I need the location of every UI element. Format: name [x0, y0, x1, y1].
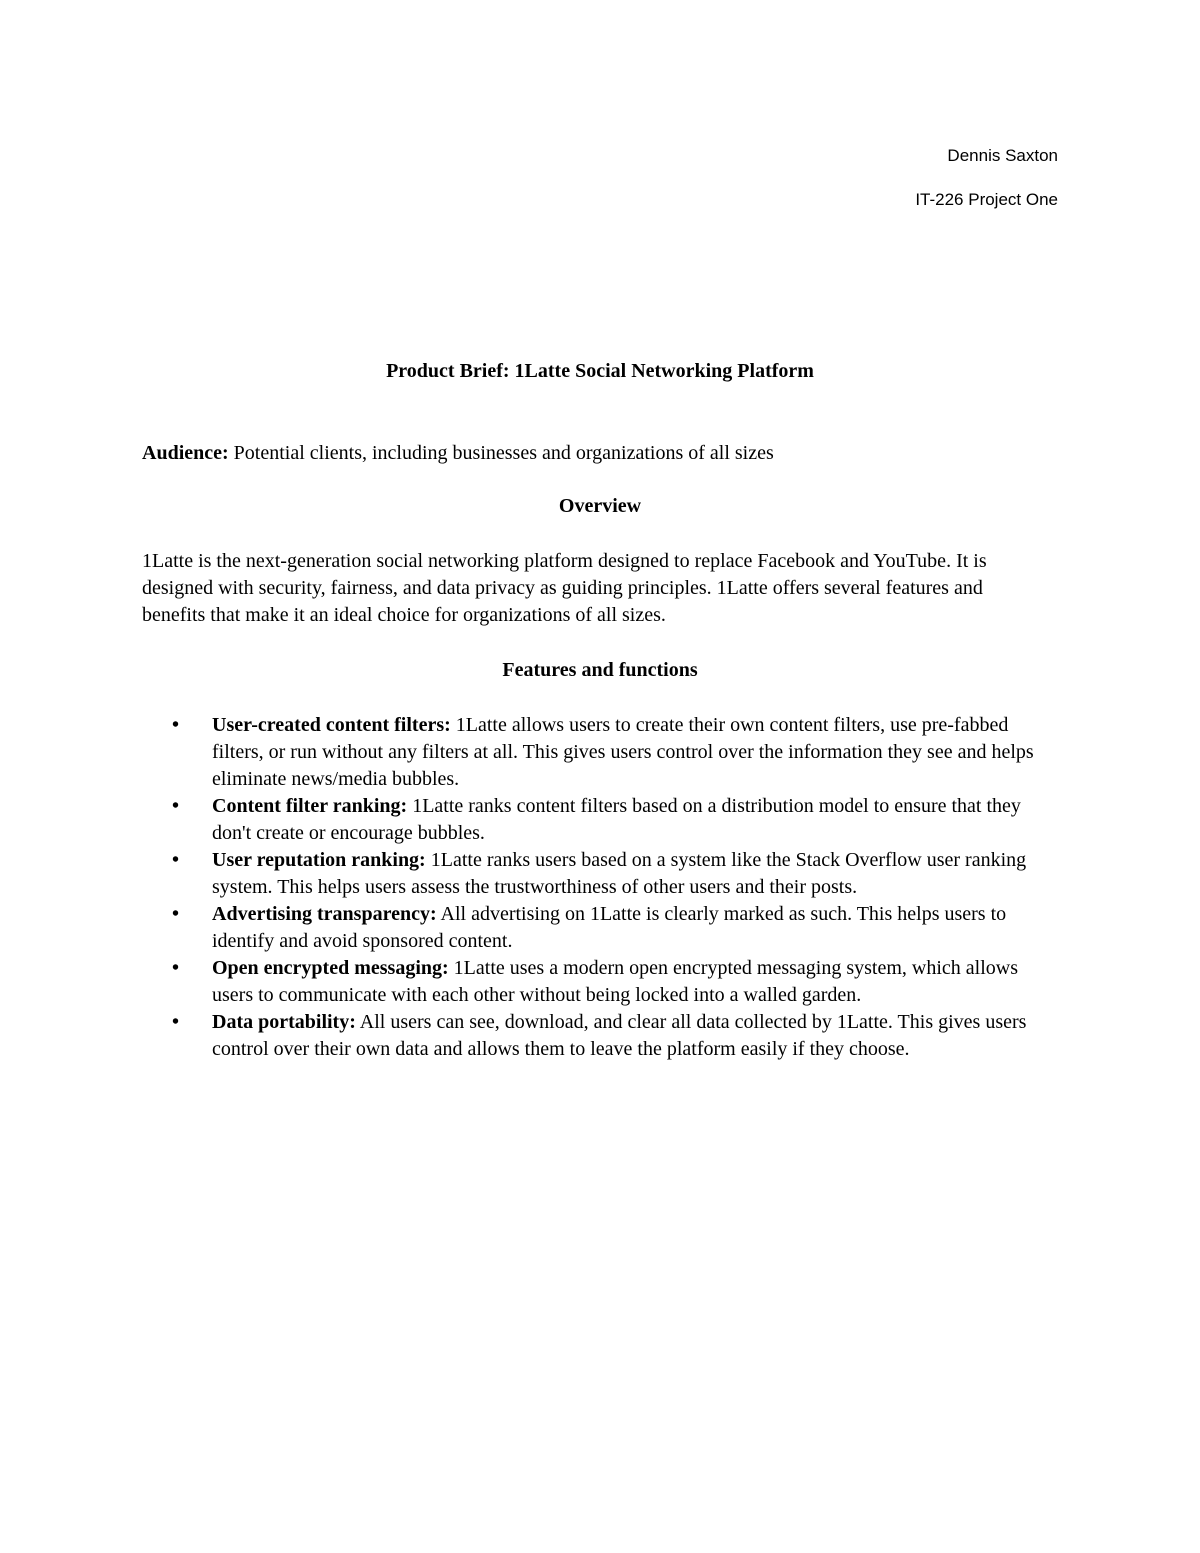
list-item [0, 1009, 1057, 1063]
features-heading: Features and functions [502, 659, 698, 681]
feature-label: Data portability: [212, 1011, 356, 1033]
features-list [0, 712, 1200, 1063]
author-name: Dennis Saxton [947, 146, 1058, 165]
course-title: IT-226 Project One [915, 190, 1058, 209]
feature-label: User reputation ranking: [212, 849, 426, 871]
feature-description: 1Latte allows users to create their own content filters, use pre-fabbed filters, or run without any filters at all. This gives users control over the information they see and helps eliminate news/media bubbles. [212, 714, 1034, 790]
feature-text [212, 793, 1057, 847]
feature-label: User-created content filters: [212, 714, 451, 736]
overview-paragraph: 1Latte is the next-generation social networking platform designed to replace Facebook and YouTube. It is designed with security, fairness, and data privacy as guiding principles. 1Latte offers several features and benefits that make it an ideal choice for organizations of all sizes. [142, 550, 987, 626]
list-item [0, 901, 1057, 955]
feature-label: Content filter ranking: [212, 795, 408, 817]
feature-description: All users can see, download, and clear all data collected by 1Latte. This gives users control over their own data and allows them to leave the platform easily if they choose. [212, 1011, 1027, 1060]
audience-text: Potential clients, including businesses and organizations of all sizes [228, 442, 774, 464]
audience-line [142, 440, 1062, 467]
overview-heading: Overview [558, 495, 642, 517]
feature-description: 1Latte ranks content filters based on a distribution model to ensure that they don't create or encourage bubbles. [212, 795, 1021, 844]
list-item [0, 712, 1057, 793]
bullet-icon: • [172, 903, 180, 925]
feature-description: All advertising on 1Latte is clearly marked as such. This helps users to identify and avoid sponsored content. [212, 903, 1007, 952]
bullet-icon: • [172, 714, 180, 736]
feature-label: Advertising transparency: [212, 903, 437, 925]
list-item [0, 847, 1057, 901]
audience-label: Audience: [142, 442, 229, 464]
list-item [0, 793, 1057, 847]
bullet-icon: • [172, 1011, 180, 1033]
feature-text [212, 712, 1057, 793]
feature-text [212, 901, 1057, 955]
feature-description: 1Latte ranks users based on a system like the Stack Overflow user ranking system. This helps users assess the trustworthiness of other users and their posts. [212, 849, 1027, 898]
feature-description: 1Latte uses a modern open encrypted messaging system, which allows users to communicate with each other without being locked into a walled garden. [212, 957, 1018, 1006]
feature-label: Open encrypted messaging: [212, 957, 449, 979]
feature-text [212, 847, 1057, 901]
feature-text [212, 955, 1057, 1009]
bullet-icon: • [172, 957, 180, 979]
document-title: Product Brief: 1Latte Social Networking Platform [386, 360, 814, 382]
bullet-icon: • [172, 795, 180, 817]
bullet-icon: • [172, 849, 180, 871]
list-item [0, 955, 1057, 1009]
feature-text [212, 1009, 1057, 1063]
